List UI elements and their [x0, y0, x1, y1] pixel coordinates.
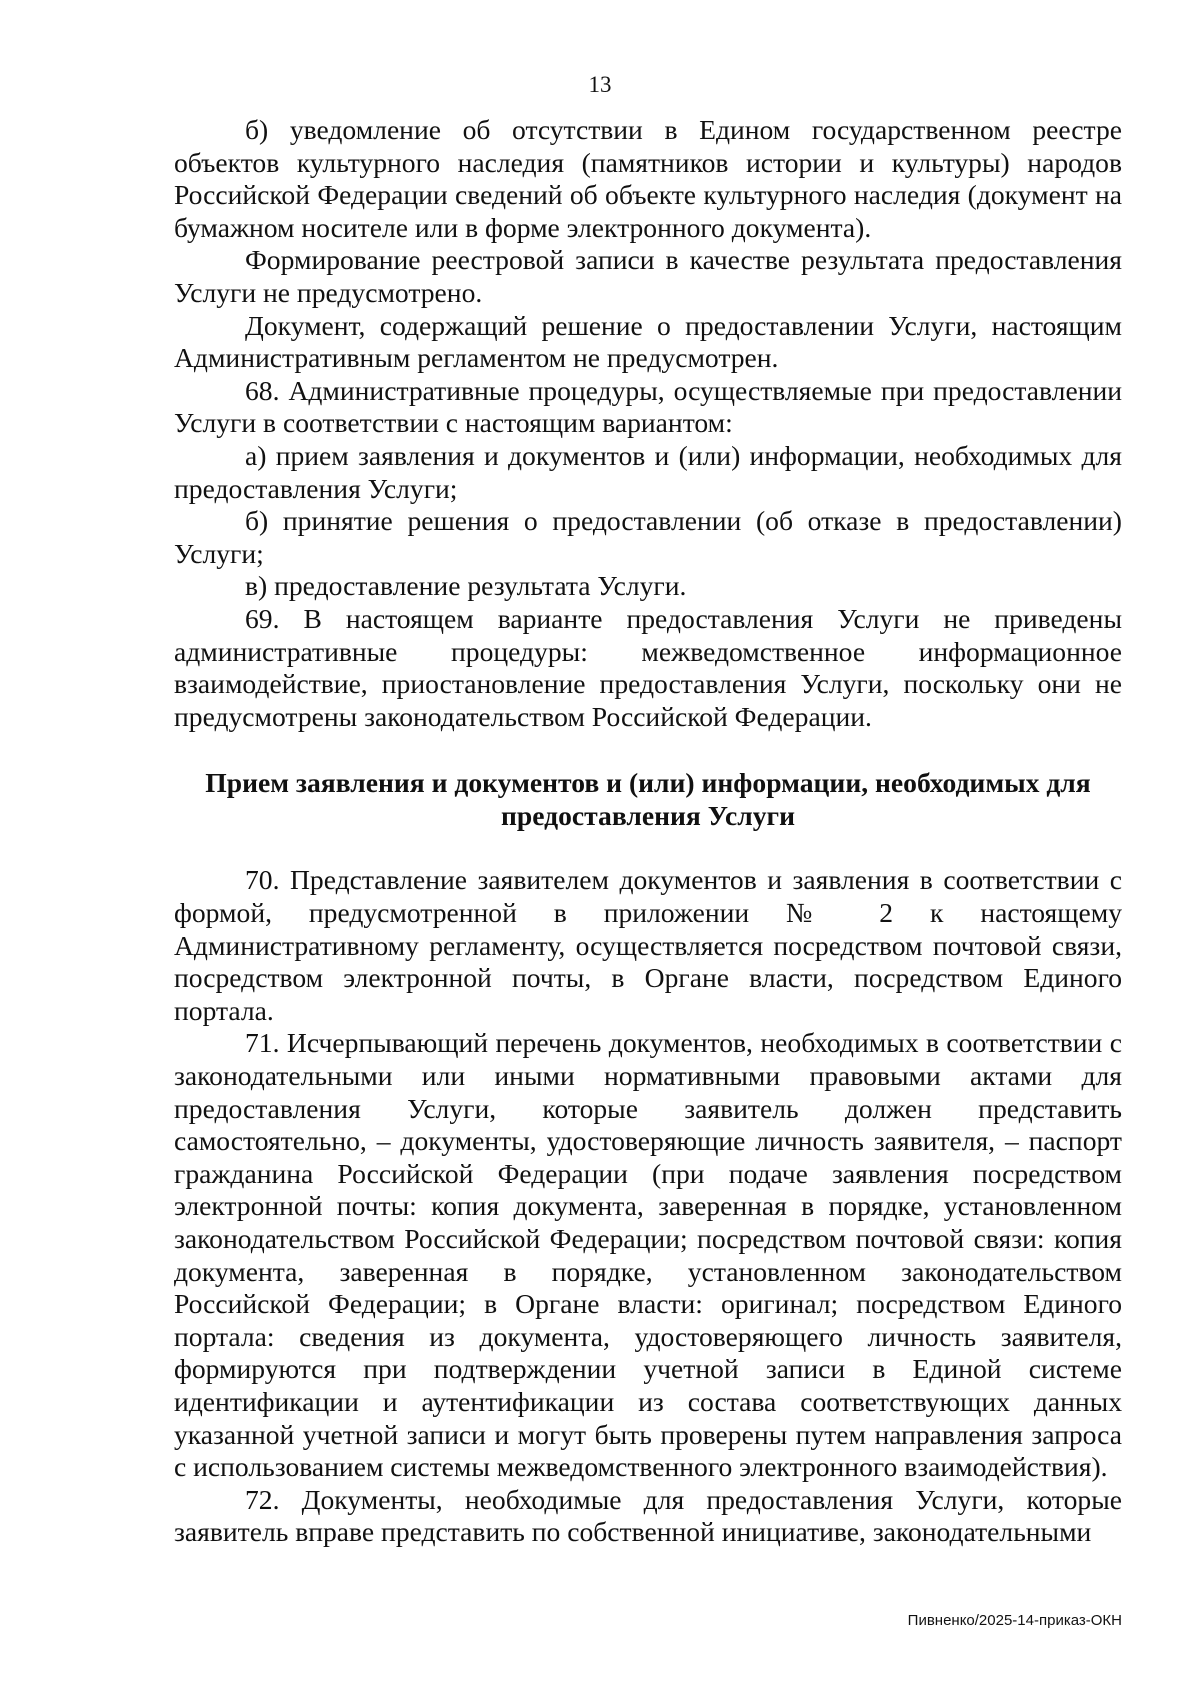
document-body: [174, 114, 1122, 1549]
paragraph-69: 69. В настоящем варианте предоставления Услуги не приведены административные процедуры: межведомственное информационное взаимодействие, приостановление предоставления Услуги, поскольку они не предусмотрены законодательством Российской Федерации.: [174, 602, 1122, 732]
paragraph-68-a: а) прием заявления и документов и (или) информации, необходимых для предоставления Услуги;: [174, 439, 1122, 504]
paragraph-68: 68. Административные процедуры, осуществляемые при предоставлении Услуги в соответствии с настоящим вариантом:: [174, 374, 1122, 439]
paragraph-70: 70. Представление заявителем документов и заявления в соответствии с формой, предусмотренной в приложении № 2 к настоящему Административному регламенту, осуществляется посредством почтовой связи, посредством электронной почты, в Органе власти, посредством Единого портала.: [174, 864, 1122, 1026]
paragraph-68-v: в) предоставление результата Услуги.: [245, 570, 687, 602]
paragraph-registry-record: Формирование реестровой записи в качестве результата предоставления Услуги не предусмотрено.: [174, 244, 1122, 308]
section-heading: Прием заявления и документов и (или) информации, необходимых для предоставления Услуги: [205, 767, 1091, 831]
page-number: 13: [588, 72, 612, 97]
paragraph-decision-document: Документ, содержащий решение о предоставлении Услуги, настоящим Административным регламентом не предусмотрен.: [174, 309, 1122, 374]
paragraph-item-b-notice: б) уведомление об отсутствии в Едином государственном реестре объектов культурного наследия (памятников истории и культуры) народов Российской Федерации сведений об объекте культурного наследия (документ на бумажном носителе или в форме электронного документа).: [174, 114, 1122, 243]
paragraph-72: 72. Документы, необходимые для предоставления Услуги, которые заявитель вправе представить по собственной инициативе, законодательными: [174, 1483, 1122, 1548]
paragraph-68-b: б) принятие решения о предоставлении (об отказе в предоставлении) Услуги;: [174, 505, 1122, 569]
paragraph-71: 71. Исчерпывающий перечень документов, необходимых в соответствии с законодательными или иными нормативными правовыми актами для предоставления Услуги, которые заявитель должен представить самостоятельно, – документы, удостоверяющие личность заявителя, – паспорт гражданина Российской Федерации (при подаче заявления посредством электронной почты: копия документа, заверенная в порядке, установленном законодательством Российской Федерации; посредством почтовой связи: копия документа, заверенная в порядке, установленном законодательством Российской Федерации; в Органе власти: оригинал; посредством Единого портала: сведения из документа, удостоверяющего личность заявителя, формируются при подтверждении учетной записи в Единой системе идентификации и аутентификации из состава соответствующих данных указанной учетной записи и могут быть проверены путем направления запроса с использованием системы межведомственного электронного взаимодействия).: [174, 1027, 1122, 1483]
document-footer-code: Пивненко/2025-14-приказ-ОКН: [907, 1612, 1122, 1629]
